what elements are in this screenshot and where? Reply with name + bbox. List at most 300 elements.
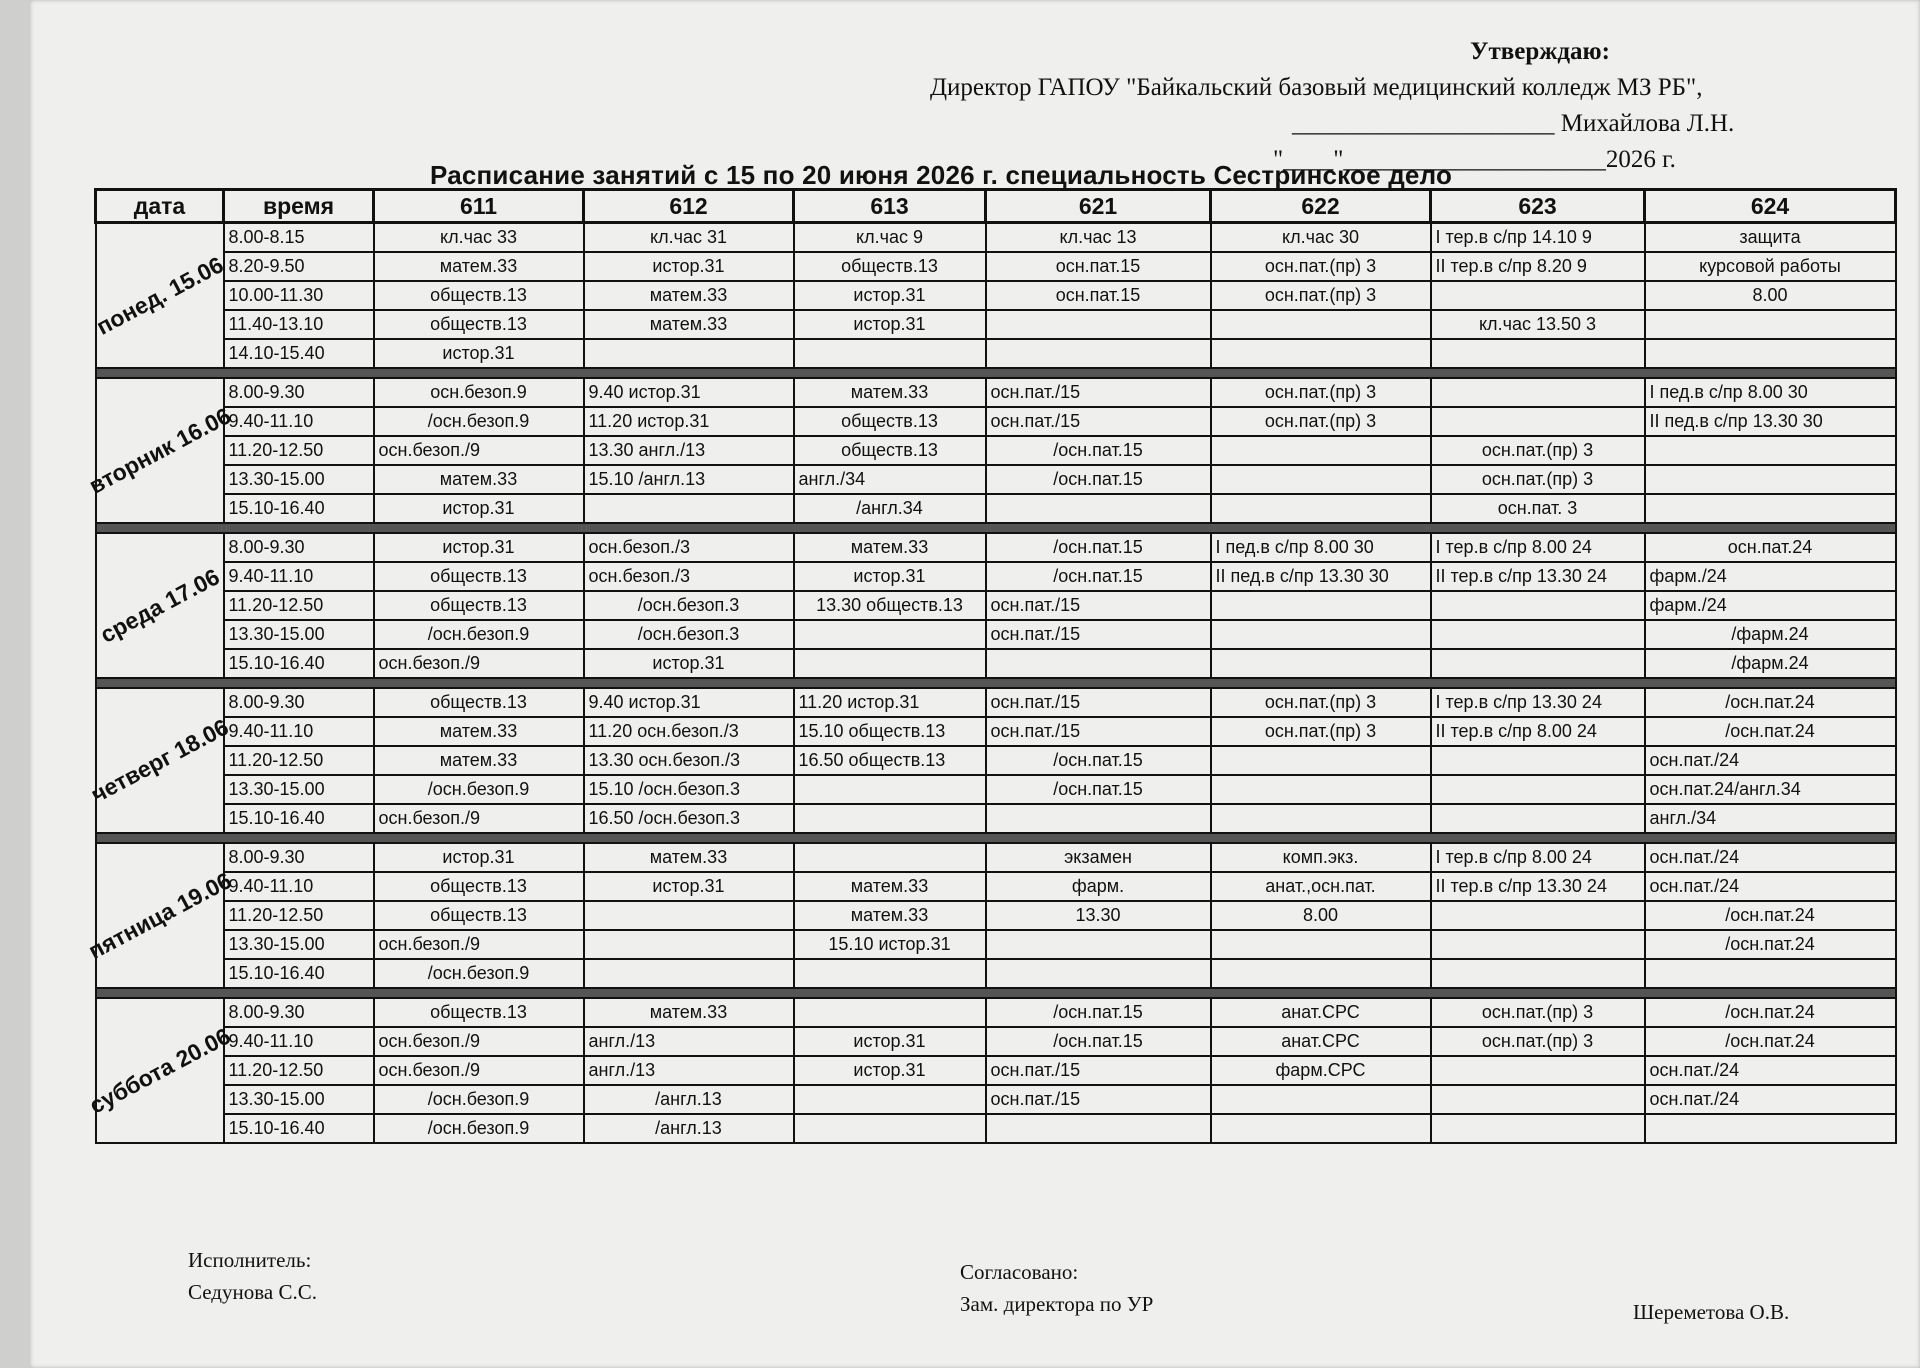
time-slot: 8.00-9.30 <box>224 843 374 872</box>
lesson-cell: англ./13 <box>584 1027 794 1056</box>
lesson-cell <box>794 339 986 368</box>
lesson-cell: фарм. <box>986 872 1211 901</box>
agreed-role: Зам. директора по УР <box>960 1292 1154 1316</box>
time-slot: 15.10-16.40 <box>224 959 374 988</box>
lesson-cell: 13.30 англ./13 <box>584 436 794 465</box>
lesson-cell <box>1431 1085 1645 1114</box>
lesson-cell <box>794 843 986 872</box>
lesson-cell: осн.пат.(пр) 3 <box>1211 252 1431 281</box>
lesson-cell: обществ.13 <box>374 688 584 717</box>
table-row <box>96 1085 1896 1114</box>
day-separator-bar <box>96 833 1896 843</box>
lesson-cell <box>1431 804 1645 833</box>
time-slot: 8.00-9.30 <box>224 378 374 407</box>
schedule-body <box>83 223 1896 1144</box>
lesson-cell: /осн.безоп.9 <box>374 775 584 804</box>
lesson-cell: осн.безоп./9 <box>374 804 584 833</box>
lesson-cell <box>1211 746 1431 775</box>
lesson-cell <box>1431 775 1645 804</box>
lesson-cell: истор.31 <box>584 649 794 678</box>
lesson-cell: осн.пат.(пр) 3 <box>1431 998 1645 1027</box>
header-group: 624 <box>1645 190 1896 223</box>
lesson-cell: II тер.в с/пр 8.00 24 <box>1431 717 1645 746</box>
lesson-cell: истор.31 <box>794 310 986 339</box>
lesson-cell <box>794 959 986 988</box>
header-group: 613 <box>794 190 986 223</box>
lesson-cell: 15.10 /осн.безоп.3 <box>584 775 794 804</box>
lesson-cell: обществ.13 <box>374 901 584 930</box>
table-row <box>96 746 1896 775</box>
lesson-cell: кл.час 9 <box>794 223 986 253</box>
schedule-table-wrapper <box>83 188 1894 1144</box>
lesson-cell <box>986 804 1211 833</box>
lesson-cell: осн.безоп./3 <box>584 562 794 591</box>
day-separator <box>96 833 1896 843</box>
table-row <box>96 930 1896 959</box>
lesson-cell <box>1211 591 1431 620</box>
lesson-cell <box>794 1114 986 1143</box>
lesson-cell: осн.пат./15 <box>986 378 1211 407</box>
lesson-cell: осн.пат.(пр) 3 <box>1431 1027 1645 1056</box>
lesson-cell: /осн.пат.24 <box>1645 901 1896 930</box>
header-group: 621 <box>986 190 1211 223</box>
lesson-cell: осн.пат./15 <box>986 1085 1211 1114</box>
day-separator <box>96 523 1896 533</box>
lesson-cell: I тер.в с/пр 8.00 24 <box>1431 843 1645 872</box>
lesson-cell <box>1211 1114 1431 1143</box>
lesson-cell: /осн.безоп.9 <box>374 620 584 649</box>
lesson-cell <box>794 998 986 1027</box>
lesson-cell: матем.33 <box>584 998 794 1027</box>
lesson-cell <box>794 775 986 804</box>
lesson-cell: кл.час 33 <box>374 223 584 253</box>
lesson-cell <box>1645 465 1896 494</box>
table-row <box>96 998 1896 1027</box>
lesson-cell: истор.31 <box>794 1056 986 1085</box>
lesson-cell: 15.10 истор.31 <box>794 930 986 959</box>
lesson-cell <box>794 1085 986 1114</box>
time-slot: 13.30-15.00 <box>224 620 374 649</box>
approval-director: Директор ГАПОУ "Байкальский базовый медицинский колледж МЗ РБ", <box>930 74 1703 101</box>
lesson-cell: /осн.безоп.3 <box>584 591 794 620</box>
lesson-cell <box>1645 494 1896 523</box>
lesson-cell: 8.00 <box>1211 901 1431 930</box>
lesson-cell <box>1431 281 1645 310</box>
table-row <box>96 281 1896 310</box>
lesson-cell: матем.33 <box>584 310 794 339</box>
lesson-cell: истор.31 <box>374 494 584 523</box>
lesson-cell: I пед.в с/пр 8.00 30 <box>1645 378 1896 407</box>
lesson-cell: матем.33 <box>374 746 584 775</box>
lesson-cell: матем.33 <box>584 843 794 872</box>
executor-block <box>188 1244 317 1308</box>
day-separator-bar <box>96 678 1896 688</box>
lesson-cell: 13.30 обществ.13 <box>794 591 986 620</box>
lesson-cell: осн.пат./15 <box>986 620 1211 649</box>
lesson-cell <box>1431 930 1645 959</box>
lesson-cell: /осн.пат.15 <box>986 1027 1211 1056</box>
table-row <box>96 591 1896 620</box>
lesson-cell: фарм.СРС <box>1211 1056 1431 1085</box>
lesson-cell: осн.безоп./9 <box>374 649 584 678</box>
lesson-cell: осн.пат./15 <box>986 688 1211 717</box>
lesson-cell: осн.пат.(пр) 3 <box>1211 378 1431 407</box>
lesson-cell: осн.пат.(пр) 3 <box>1211 281 1431 310</box>
lesson-cell: /фарм.24 <box>1645 620 1896 649</box>
lesson-cell: осн.пат./15 <box>986 717 1211 746</box>
table-row <box>96 436 1896 465</box>
lesson-cell: матем.33 <box>584 281 794 310</box>
time-slot: 11.20-12.50 <box>224 746 374 775</box>
lesson-cell: матем.33 <box>794 533 986 562</box>
table-row <box>96 959 1896 988</box>
lesson-cell: осн.безоп./9 <box>374 1027 584 1056</box>
lesson-cell: истор.31 <box>794 562 986 591</box>
lesson-cell: осн.пат.(пр) 3 <box>1431 436 1645 465</box>
day-separator-bar <box>96 368 1896 378</box>
lesson-cell: курсовой работы <box>1645 252 1896 281</box>
lesson-cell: /осн.пат.24 <box>1645 930 1896 959</box>
table-row <box>96 1114 1896 1143</box>
lesson-cell: 11.20 истор.31 <box>794 688 986 717</box>
header-group: 612 <box>584 190 794 223</box>
lesson-cell: 11.20 истор.31 <box>584 407 794 436</box>
lesson-cell: осн.пат./24 <box>1645 746 1896 775</box>
lesson-cell <box>1431 339 1645 368</box>
lesson-cell <box>1431 407 1645 436</box>
lesson-cell: кл.час 31 <box>584 223 794 253</box>
day-cell <box>91 223 227 369</box>
table-row <box>96 872 1896 901</box>
lesson-cell <box>1211 959 1431 988</box>
lesson-cell <box>1211 465 1431 494</box>
lesson-cell: анат.,осн.пат. <box>1211 872 1431 901</box>
day-cell <box>84 998 235 1143</box>
lesson-cell: обществ.13 <box>374 872 584 901</box>
lesson-cell: II тер.в с/пр 13.30 24 <box>1431 872 1645 901</box>
day-label: среда 17.06 <box>95 562 224 648</box>
time-slot: 9.40-11.10 <box>224 717 374 746</box>
lesson-cell <box>794 649 986 678</box>
lesson-cell: осн.пат.(пр) 3 <box>1211 688 1431 717</box>
day-label: пятница 19.06 <box>83 866 236 964</box>
lesson-cell <box>986 494 1211 523</box>
lesson-cell: осн.пат.15 <box>986 252 1211 281</box>
lesson-cell: кл.час 13 <box>986 223 1211 253</box>
table-row <box>96 804 1896 833</box>
lesson-cell: /фарм.24 <box>1645 649 1896 678</box>
time-slot: 13.30-15.00 <box>224 1085 374 1114</box>
lesson-cell: истор.31 <box>584 252 794 281</box>
lesson-cell: экзамен <box>986 843 1211 872</box>
time-slot: 11.20-12.50 <box>224 436 374 465</box>
time-slot: 15.10-16.40 <box>224 649 374 678</box>
lesson-cell: /осн.безоп.9 <box>374 959 584 988</box>
lesson-cell <box>1211 339 1431 368</box>
lesson-cell: истор.31 <box>584 872 794 901</box>
lesson-cell <box>1211 494 1431 523</box>
approval-date-line: "____"_____________________2026 г. <box>1273 146 1676 173</box>
lesson-cell: истор.31 <box>374 843 584 872</box>
lesson-cell <box>584 901 794 930</box>
lesson-cell: /осн.безоп.3 <box>584 620 794 649</box>
agreed-name: Шереметова О.В. <box>1633 1300 1790 1324</box>
time-slot: 8.00-9.30 <box>224 533 374 562</box>
lesson-cell: англ./13 <box>584 1056 794 1085</box>
lesson-cell: осн.пат./24 <box>1645 872 1896 901</box>
lesson-cell: обществ.13 <box>374 281 584 310</box>
lesson-cell: англ./34 <box>1645 804 1896 833</box>
agreed-label: Согласовано: <box>960 1260 1079 1284</box>
table-row <box>96 1027 1896 1056</box>
table-row <box>96 843 1896 872</box>
lesson-cell: 9.40 истор.31 <box>584 378 794 407</box>
approval-heading: Утверждаю: <box>1470 38 1610 65</box>
executor-label: Исполнитель: <box>188 1248 312 1272</box>
lesson-cell <box>1211 1085 1431 1114</box>
lesson-cell: обществ.13 <box>374 562 584 591</box>
lesson-cell: /осн.пат.15 <box>986 465 1211 494</box>
lesson-cell <box>986 930 1211 959</box>
lesson-cell: истор.31 <box>794 281 986 310</box>
table-row <box>96 562 1896 591</box>
lesson-cell: матем.33 <box>374 465 584 494</box>
time-slot: 11.20-12.50 <box>224 1056 374 1085</box>
lesson-cell: истор.31 <box>374 339 584 368</box>
lesson-cell: II тер.в с/пр 8.20 9 <box>1431 252 1645 281</box>
lesson-cell: осн.пат./15 <box>986 591 1211 620</box>
table-row <box>96 407 1896 436</box>
schedule-title: Расписание занятий с 15 по 20 июня 2026 г. специальность Сестринское дело <box>430 160 1453 190</box>
lesson-cell: истор.31 <box>794 1027 986 1056</box>
lesson-cell <box>1211 649 1431 678</box>
table-row <box>96 901 1896 930</box>
lesson-cell: обществ.13 <box>794 252 986 281</box>
lesson-cell: обществ.13 <box>374 998 584 1027</box>
lesson-cell: /осн.пат.24 <box>1645 1027 1896 1056</box>
header-time: время <box>224 190 374 223</box>
lesson-cell <box>1645 436 1896 465</box>
header-group: 623 <box>1431 190 1645 223</box>
document-sheet <box>30 0 1920 1368</box>
time-slot: 13.30-15.00 <box>224 465 374 494</box>
header-group: 622 <box>1211 190 1431 223</box>
lesson-cell: защита <box>1645 223 1896 253</box>
lesson-cell <box>584 339 794 368</box>
table-row <box>96 252 1896 281</box>
lesson-cell: осн.пат./24 <box>1645 1085 1896 1114</box>
lesson-cell: 16.50 /осн.безоп.3 <box>584 804 794 833</box>
day-label: вторник 16.06 <box>84 401 235 499</box>
time-slot: 13.30-15.00 <box>224 930 374 959</box>
table-row <box>96 494 1896 523</box>
table-header-row <box>96 190 1896 223</box>
lesson-cell: II пед.в с/пр 13.30 30 <box>1211 562 1431 591</box>
lesson-cell: осн.пат.(пр) 3 <box>1211 407 1431 436</box>
lesson-cell: кл.час 30 <box>1211 223 1431 253</box>
lesson-cell <box>1431 378 1645 407</box>
lesson-cell: 16.50 обществ.13 <box>794 746 986 775</box>
table-row <box>96 533 1896 562</box>
lesson-cell <box>1645 1114 1896 1143</box>
lesson-cell: матем.33 <box>794 378 986 407</box>
day-label: четверг 18.06 <box>86 713 233 808</box>
lesson-cell: осн.пат./24 <box>1645 1056 1896 1085</box>
table-row <box>96 378 1896 407</box>
time-slot: 9.40-11.10 <box>224 872 374 901</box>
lesson-cell: матем.33 <box>794 901 986 930</box>
header-group: 611 <box>374 190 584 223</box>
day-label: понед. 15.06 <box>91 250 227 340</box>
lesson-cell: осн.безоп./9 <box>374 930 584 959</box>
lesson-cell: /осн.пат.15 <box>986 998 1211 1027</box>
lesson-cell: кл.час 13.50 3 <box>1431 310 1645 339</box>
lesson-cell <box>1645 310 1896 339</box>
lesson-cell: осн.безоп./3 <box>584 533 794 562</box>
time-slot: 13.30-15.00 <box>224 775 374 804</box>
lesson-cell: 13.30 <box>986 901 1211 930</box>
lesson-cell: /осн.пат.24 <box>1645 688 1896 717</box>
time-slot: 8.00-8.15 <box>224 223 374 253</box>
lesson-cell <box>584 959 794 988</box>
lesson-cell: /англ.13 <box>584 1085 794 1114</box>
lesson-cell: II пед.в с/пр 13.30 30 <box>1645 407 1896 436</box>
lesson-cell <box>1431 1114 1645 1143</box>
lesson-cell: осн.пат. 3 <box>1431 494 1645 523</box>
lesson-cell: анат.СРС <box>1211 998 1431 1027</box>
lesson-cell: матем.33 <box>374 717 584 746</box>
lesson-cell: /осн.безоп.9 <box>374 407 584 436</box>
lesson-cell: /осн.пат.15 <box>986 746 1211 775</box>
time-slot: 9.40-11.10 <box>224 1027 374 1056</box>
lesson-cell: фарм./24 <box>1645 562 1896 591</box>
lesson-cell: II тер.в с/пр 13.30 24 <box>1431 562 1645 591</box>
lesson-cell: I тер.в с/пр 14.10 9 <box>1431 223 1645 253</box>
table-row <box>96 649 1896 678</box>
day-separator <box>96 988 1896 998</box>
time-slot: 15.10-16.40 <box>224 1114 374 1143</box>
lesson-cell <box>794 804 986 833</box>
lesson-cell <box>986 649 1211 678</box>
lesson-cell: осн.пат.24/англ.34 <box>1645 775 1896 804</box>
table-row <box>96 717 1896 746</box>
lesson-cell <box>1645 339 1896 368</box>
lesson-cell: фарм./24 <box>1645 591 1896 620</box>
time-slot: 11.40-13.10 <box>224 310 374 339</box>
lesson-cell: комп.экз. <box>1211 843 1431 872</box>
lesson-cell <box>794 620 986 649</box>
lesson-cell <box>1431 591 1645 620</box>
day-label: суббота 20.06 <box>84 1022 235 1119</box>
time-slot: 8.00-9.30 <box>224 688 374 717</box>
lesson-cell <box>1211 804 1431 833</box>
lesson-cell <box>986 1114 1211 1143</box>
lesson-cell <box>1431 959 1645 988</box>
time-slot: 8.20-9.50 <box>224 252 374 281</box>
approval-signature-line: _____________________ Михайлова Л.Н. <box>1292 110 1735 137</box>
day-separator-bar <box>96 988 1896 998</box>
lesson-cell: 15.10 обществ.13 <box>794 717 986 746</box>
day-separator <box>96 368 1896 378</box>
lesson-cell: /осн.безоп.9 <box>374 1114 584 1143</box>
table-row <box>96 620 1896 649</box>
lesson-cell: осн.пат./15 <box>986 1056 1211 1085</box>
lesson-cell: I тер.в с/пр 8.00 24 <box>1431 533 1645 562</box>
header-date: дата <box>96 190 224 223</box>
lesson-cell: /осн.безоп.9 <box>374 1085 584 1114</box>
lesson-cell <box>1211 930 1431 959</box>
lesson-cell <box>986 339 1211 368</box>
lesson-cell <box>1431 901 1645 930</box>
lesson-cell: обществ.13 <box>374 310 584 339</box>
table-row <box>96 1056 1896 1085</box>
lesson-cell: осн.пат./24 <box>1645 843 1896 872</box>
lesson-cell: /осн.пат.15 <box>986 562 1211 591</box>
day-cell <box>83 843 236 988</box>
day-separator-bar <box>96 523 1896 533</box>
lesson-cell: осн.пат.(пр) 3 <box>1431 465 1645 494</box>
table-row <box>96 339 1896 368</box>
lesson-cell: осн.безоп./9 <box>374 436 584 465</box>
lesson-cell <box>584 494 794 523</box>
schedule-table <box>83 188 1897 1144</box>
lesson-cell <box>1645 959 1896 988</box>
lesson-cell: I пед.в с/пр 8.00 30 <box>1211 533 1431 562</box>
lesson-cell: /осн.пат.15 <box>986 775 1211 804</box>
lesson-cell <box>584 930 794 959</box>
lesson-cell <box>986 959 1211 988</box>
lesson-cell: истор.31 <box>374 533 584 562</box>
lesson-cell: обществ.13 <box>794 436 986 465</box>
lesson-cell: 11.20 осн.безоп./3 <box>584 717 794 746</box>
lesson-cell: I тер.в с/пр 13.30 24 <box>1431 688 1645 717</box>
approval-block <box>910 34 1910 178</box>
lesson-cell <box>1211 775 1431 804</box>
table-row <box>96 688 1896 717</box>
time-slot: 9.40-11.10 <box>224 562 374 591</box>
lesson-cell: /осн.пат.15 <box>986 436 1211 465</box>
lesson-cell: 9.40 истор.31 <box>584 688 794 717</box>
lesson-cell <box>1431 649 1645 678</box>
lesson-cell: обществ.13 <box>374 591 584 620</box>
lesson-cell <box>1431 1056 1645 1085</box>
day-cell <box>86 688 233 833</box>
day-separator <box>96 678 1896 688</box>
time-slot: 14.10-15.40 <box>224 339 374 368</box>
lesson-cell: /англ.13 <box>584 1114 794 1143</box>
lesson-cell: осн.пат./15 <box>986 407 1211 436</box>
lesson-cell: 15.10 /англ.13 <box>584 465 794 494</box>
lesson-cell: осн.пат.24 <box>1645 533 1896 562</box>
table-row <box>96 223 1896 253</box>
lesson-cell: осн.пат.15 <box>986 281 1211 310</box>
time-slot: 8.00-9.30 <box>224 998 374 1027</box>
lesson-cell: 8.00 <box>1645 281 1896 310</box>
time-slot: 9.40-11.10 <box>224 407 374 436</box>
table-row <box>96 465 1896 494</box>
lesson-cell: /осн.пат.24 <box>1645 998 1896 1027</box>
day-cell <box>96 533 224 678</box>
lesson-cell <box>1211 620 1431 649</box>
lesson-cell <box>1431 746 1645 775</box>
lesson-cell <box>1211 436 1431 465</box>
lesson-cell: осн.безоп.9 <box>374 378 584 407</box>
time-slot: 15.10-16.40 <box>224 494 374 523</box>
lesson-cell: матем.33 <box>374 252 584 281</box>
time-slot: 15.10-16.40 <box>224 804 374 833</box>
time-slot: 11.20-12.50 <box>224 591 374 620</box>
lesson-cell: обществ.13 <box>794 407 986 436</box>
